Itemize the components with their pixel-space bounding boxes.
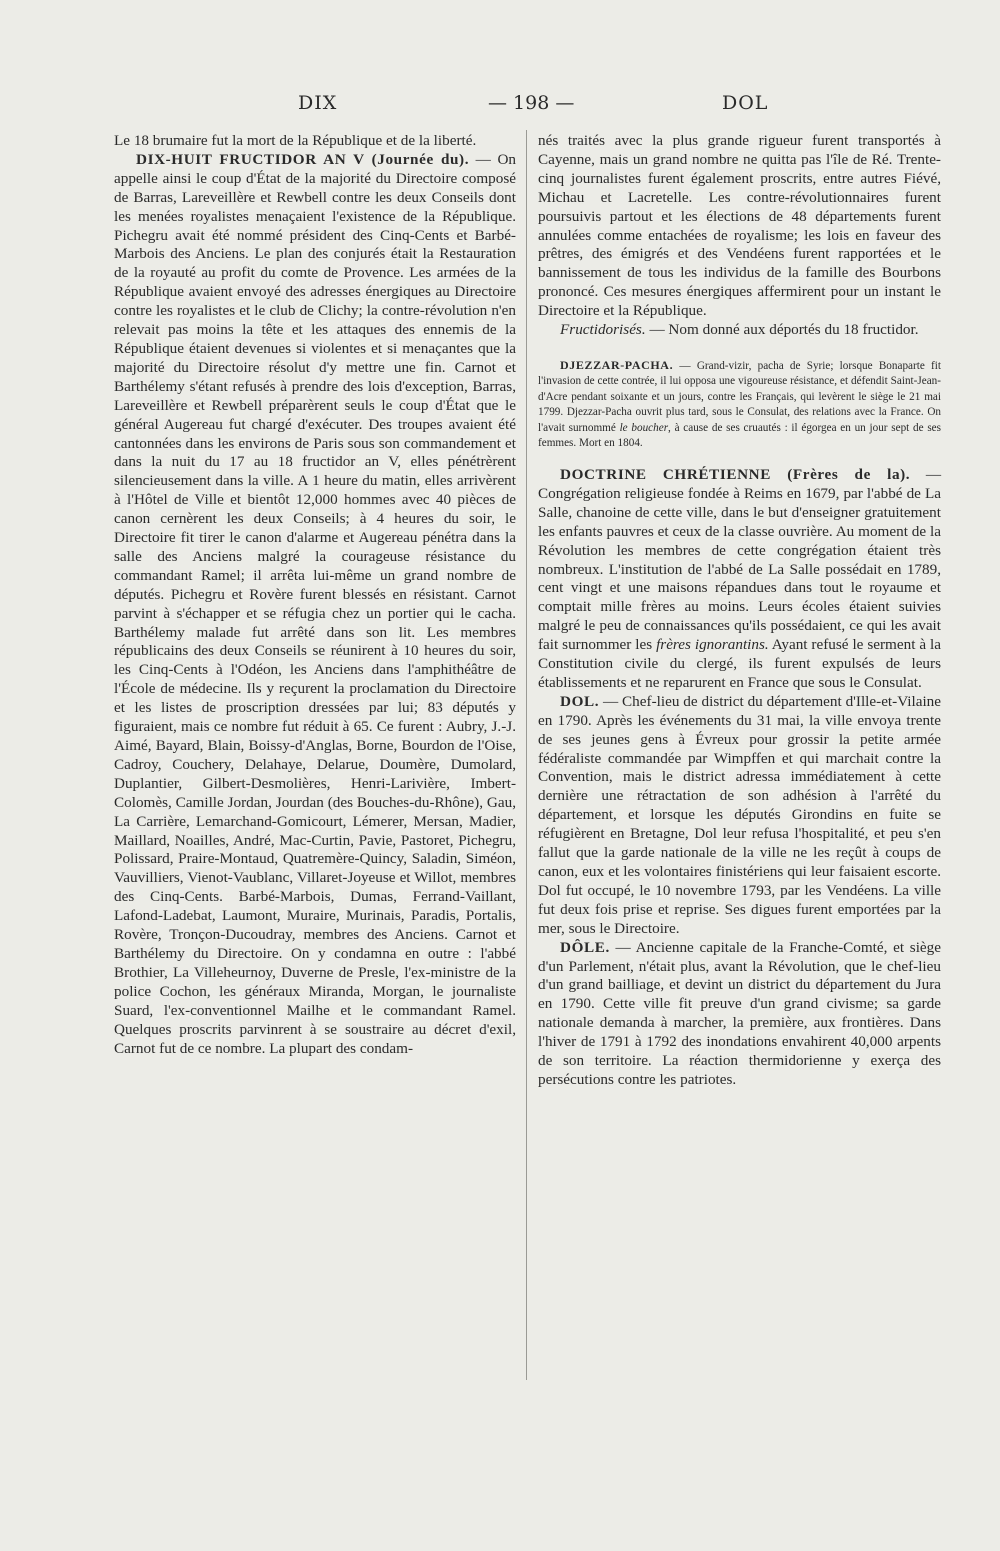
entry-doctrine-chretienne (538, 466, 941, 693)
column-divider (526, 130, 527, 1380)
entry-headword: DÔLE. (560, 938, 610, 956)
entry-dix-huit-fructidor (114, 151, 516, 1059)
entry-body: , à cause de ses cruautés : il égorgea en un jour sept de ses femmes. Mort en 1804. (538, 421, 941, 450)
entry-headword: DIX-HUIT FRUCTIDOR AN V (Journée du). (136, 150, 470, 168)
entry-body: Ayant refusé le serment à la Constitution civile du clergé, ils furent expulsés de leurs établissements et ne reparurent en France que sous le Consulat. (538, 636, 941, 691)
entry-dole (538, 939, 941, 1090)
entry-headword: DJEZZAR-PACHA. (560, 357, 674, 372)
entry-body: — Grand-vizir, pacha de Syrie; lorsque Bonaparte fit l'invasion de cette contrée, il lui opposa une vigoureuse résistance, et défendit Saint-Jean-d'Acre pendant soixante et un jours, contre les Français, qui levèrent le siège le 21 mai 1799. Djezzar-Pacha ouvrit plus tard, sous le Consulat, des relations avec la France. On l'avait surnommé (538, 359, 941, 434)
entry-dol (538, 693, 941, 939)
header-left-keyword: DIX (298, 92, 338, 114)
entry-headword: DOCTRINE CHRÉTIENNE (Frères de la). (560, 465, 911, 483)
right-column (538, 132, 941, 1090)
header-right-keyword: DOL (722, 92, 769, 114)
entry-body: — Ancienne capitale de la Franche-Comté, et siège d'un Parlement, n'était plus, avant la Révolution, que le chef-lieu d'un grand bailliage, et devint un district du département du Jura en 1790. Cette ville fit preuve d'un grand civisme; sa garde nationale demanda à marcher, la première, aux frontières. Dans l'hiver de 1791 à 1792 des inondations envahirent 40,000 arpents de son territoire. La réaction thermidorienne y exerça des persécutions contre les patriotes. (538, 938, 941, 1088)
entry-body: — Congrégation religieuse fondée à Reims en 1679, par l'abbé de La Salle, chanoine de cette ville, dans le but d'enseigner gratuitement les enfants pauvres et ceux de la classe ouvrière. Au moment de la Révolution les membres de cette congrégation étaient très nombreux. L'institution de l'abbé de La Salle possédait en 1789, cent vingt et une maisons répandues dans tout le royaume et comptait mille frères au moins. Leurs écoles étaient suivies malgré le peu de connaissances qu'ils possédaient, ce qui les avait fait surnommer les (538, 465, 941, 654)
entry-fructidorises (538, 321, 941, 340)
entry-continuation: nés traités avec la plus grande rigueur furent transportés à Cayenne, mais un grand nombre ne quitta pas l'île de Ré. Trente-cinq journalistes furent également proscrits, entre autres Fiévé, Michau et Lacretelle. Les contre-révolutionnaires furent poursuivis partout et les élections de 48 départements furent annulées comme entachées de royalisme; les lois en faveur des prêtres, des émigrés et des Vendéens furent rapportées et le bannissement de tous les individus de la famille des Bourbons prononcé. Ces mesures énergiques affermirent pour un instant le Directoire et la République. (538, 132, 941, 320)
entry-continuation: Le 18 brumaire fut la mort de la République et de la liberté. (114, 132, 477, 149)
entry-body: — Chef-lieu de district du département d'Ille-et-Vilaine en 1790. Après les événements du 31 mai, la ville envoya trente de ses jeunes gens à Évreux pour grossir la petite armée fédéraliste commandée par Wimpffen et qui marchait contre la Convention, mais le district adressa immédiatement à cette dernière une rétractation de son adhésion à l'arrêté du département, et lorsque les députés Girondins en fuite se réfugièrent en Bretagne, Dol leur refusa l'hospitalité, et peu s'en fallut que la garde nationale de la ville ne les reçût à coups de canon, eux et les volontaires finistériens qui leur faisaient escorte. Dol fut occupé, le 10 novembre 1793, par les Vendéens. La ville fut deux fois prise et reprise. Ses digues furent emportées par la mer, sous le Directoire. (538, 692, 941, 937)
entry-headword: DOL. (560, 692, 600, 710)
running-header (112, 92, 944, 120)
entry-headword: Fructidorisés. (560, 321, 646, 339)
entry-djezzar-pacha (538, 358, 941, 452)
entry-body: — Nom donné aux déportés du 18 fructidor. (645, 321, 919, 339)
entry-body: — On appelle ainsi le coup d'État de la majorité du Directoire composé de Barras, Lareveillère et Rewbell contre les deux Conseils dont les menées royalistes menaçaient l'existence de la République. Pichegru avait été nommé président des Cinq-Cents et Barbé-Marbois des Anciens. Le plan des conjurés était la Restauration de la royauté au profit du comte de Provence. Les armées de la République avaient envoyé des adresses énergiques au Directoire contre les royalistes et le club de Clichy; la contre-révolution n'en relevait pas moins la tête et les attaques des ennemis de la République étaient devenues si violentes et si menaçantes que la majorité du Directoire résolut d'y mettre une fin. Carnot et Barthélemy s'étant refusés à prendre des lois d'exception, Barras, Lareveillère et Rewbell préparèrent seuls le coup d'État que le général Augereau fut chargé d'exécuter. Des troupes avaient été cantonnées dans les environs de Paris sous son commandement et dans la nuit du 17 au 18 fructidor an V, elles pénétrèrent silencieusement dans la ville. A 1 heure du matin, elles arrivèrent à l'Hôtel de Ville et bientôt 12,000 hommes avec 40 pièces de canon cernèrent les deux Conseils; à 4 heures du soir, le Directoire fit tirer le canon d'alarme et Augereau pénétra dans la salle des Anciens malgré la courageuse résistance du commandant Ramel; il arrêta lui-même un grand nombre de députés. Pichegru et Rovère furent blessés en résistant. Carnot parvint à s'échapper et se réfugia chez un portier qui le cacha. Barthélemy malade fut arrêté dans son lit. Les membres républicains des deux Conseils se réunirent à 10 heures du soir, les Cinq-Cents à l'Odéon, les Anciens dans l'amphithéâtre de l'École de médecine. Ils y reçurent la proclamation du Directoire et les listes de proscription dressées par lui; 83 députés y figuraient, mais ce nombre fut réduit à 65. Ce furent : Aubry, J.-J. Aimé, Bayard, Blain, Boissy-d'Anglas, Borne, Bourdon de l'Oise, Cadroy, Couchery, Delahaye, Delarue, Doumère, Dumolard, Duplantier, Gilbert-Desmolières, Henri-Larivière, Imbert-Colomès, Camille Jordan, Jourdan (des Bouches-du-Rhône), Gau, La Carrière, Lemarchand-Gomicourt, Lémerer, Mersan, Madier, Maillard, Noailles, André, Mac-Curtin, Pavie, Pastoret, Pichegru, Polissard, Praire-Montaud, Quatremère-Quincy, Saladin, Siméon, Vauvilliers, Vienot-Vaublanc, Villaret-Joyeuse et Willot, membres des Cinq-Cents. Barbé-Marbois, Dumas, Ferrand-Vaillant, Lafond-Ladebat, Laumont, Muraire, Murinais, Paradis, Portalis, Rovère, Tronçon-Ducoudray, membres des Anciens. Carnot et Barthélemy du Directoire. On y condamna en outre : l'abbé Brothier, La Villeheurnoy, Duverne de Presle, l'ex-ministre de la police Cochon, les généraux Miranda, Morgan, le journaliste Suard, l'ex-conventionnel Mailhe et le commandant Ramel. Quelques proscrits parvinrent à se soustraire au décret d'exil, Carnot fut de ce nombre. La plupart des condam- (114, 150, 517, 1057)
entry-emphasis: le boucher (619, 421, 669, 434)
page-number: — 198 — (488, 92, 575, 114)
entry-emphasis: frères ignorantins. (656, 636, 769, 654)
left-column (114, 132, 516, 1058)
